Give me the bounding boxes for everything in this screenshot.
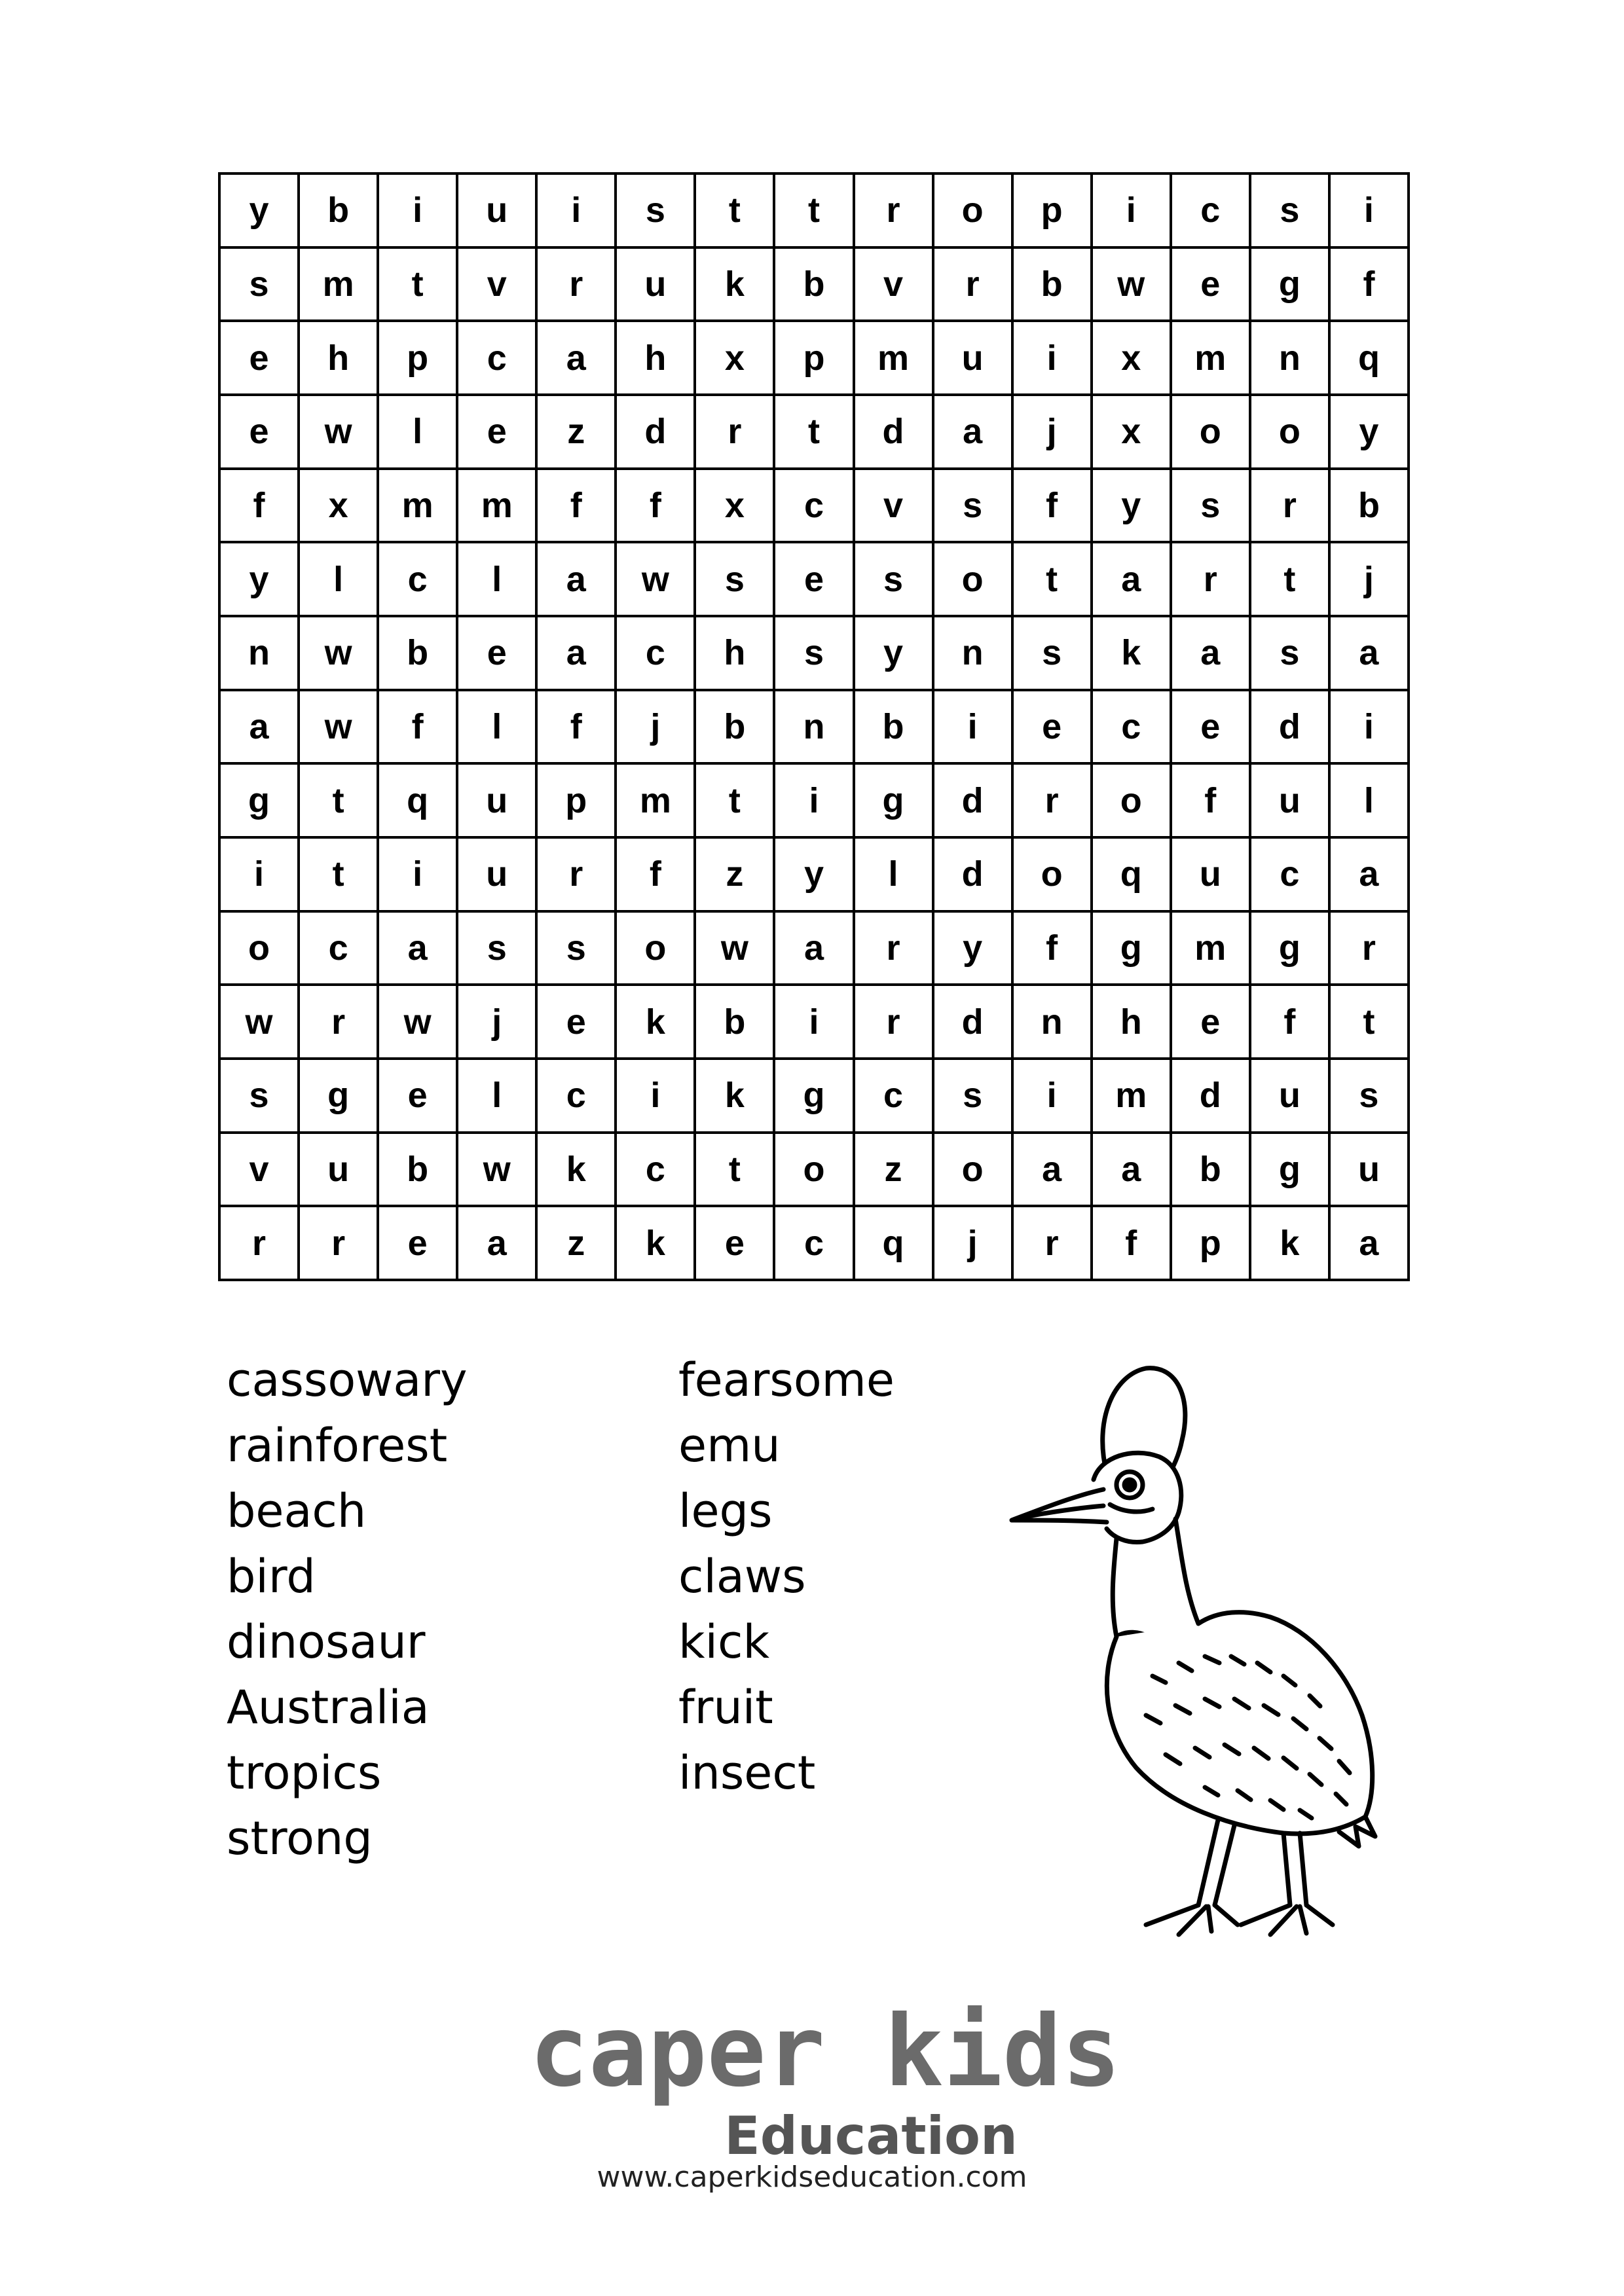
grid-cell: i bbox=[1012, 321, 1092, 395]
website-url: www.caperkidseducation.com bbox=[597, 2160, 1027, 2194]
grid-cell: c bbox=[299, 911, 378, 985]
grid-cell: w bbox=[299, 395, 378, 469]
grid-cell: t bbox=[1012, 542, 1092, 616]
grid-row bbox=[219, 321, 1409, 395]
grid-cell: s bbox=[1250, 616, 1329, 690]
grid-cell: z bbox=[695, 837, 774, 911]
grid-cell: r bbox=[854, 985, 933, 1059]
grid-cell: u bbox=[457, 837, 536, 911]
grid-cell: r bbox=[1329, 911, 1409, 985]
grid-cell: x bbox=[1092, 321, 1171, 395]
word-list-item: legs bbox=[678, 1484, 773, 1538]
grid-cell: n bbox=[933, 616, 1012, 690]
grid-cell: l bbox=[854, 837, 933, 911]
grid-cell: l bbox=[457, 690, 536, 764]
grid-cell: s bbox=[616, 173, 695, 247]
grid-cell: e bbox=[378, 1206, 457, 1280]
grid-cell: c bbox=[616, 1133, 695, 1207]
grid-cell: g bbox=[299, 1059, 378, 1133]
grid-cell: o bbox=[1092, 763, 1171, 837]
grid-cell: i bbox=[774, 985, 853, 1059]
grid-cell: f bbox=[219, 469, 299, 543]
grid-cell: t bbox=[695, 763, 774, 837]
grid-row bbox=[219, 469, 1409, 543]
grid-cell: b bbox=[695, 690, 774, 764]
grid-cell: m bbox=[1092, 1059, 1171, 1133]
grid-cell: m bbox=[299, 247, 378, 321]
grid-cell: k bbox=[616, 985, 695, 1059]
word-list-item: rainforest bbox=[227, 1419, 448, 1472]
grid-cell: n bbox=[219, 616, 299, 690]
caper-kids-logo bbox=[529, 1994, 1121, 2177]
grid-cell: i bbox=[219, 837, 299, 911]
grid-row bbox=[219, 911, 1409, 985]
grid-cell: k bbox=[695, 247, 774, 321]
grid-cell: a bbox=[219, 690, 299, 764]
grid-cell: t bbox=[774, 395, 853, 469]
grid-cell: c bbox=[457, 321, 536, 395]
grid-cell: p bbox=[1171, 1206, 1250, 1280]
word-list-item: strong bbox=[227, 1812, 373, 1865]
grid-cell: y bbox=[774, 837, 853, 911]
grid-cell: e bbox=[378, 1059, 457, 1133]
grid-cell: t bbox=[1329, 985, 1409, 1059]
grid-cell: g bbox=[1250, 911, 1329, 985]
grid-cell: u bbox=[457, 763, 536, 837]
word-list-item: insect bbox=[678, 1746, 816, 1800]
grid-cell: o bbox=[1171, 395, 1250, 469]
grid-cell: u bbox=[616, 247, 695, 321]
cassowary-illustration bbox=[982, 1349, 1441, 1951]
grid-cell: d bbox=[933, 985, 1012, 1059]
grid-cell: g bbox=[774, 1059, 853, 1133]
grid-cell: t bbox=[1250, 542, 1329, 616]
grid-cell: j bbox=[933, 1206, 1012, 1280]
grid-cell: w bbox=[378, 985, 457, 1059]
grid-cell: m bbox=[616, 763, 695, 837]
grid-cell: j bbox=[1329, 542, 1409, 616]
word-list-item: Australia bbox=[227, 1681, 430, 1734]
grid-cell: r bbox=[854, 911, 933, 985]
grid-cell: w bbox=[299, 616, 378, 690]
grid-cell: m bbox=[378, 469, 457, 543]
grid-cell: f bbox=[616, 837, 695, 911]
grid-cell: m bbox=[1171, 911, 1250, 985]
grid-cell: f bbox=[1012, 469, 1092, 543]
grid-cell: c bbox=[774, 1206, 853, 1280]
grid-cell: y bbox=[1092, 469, 1171, 543]
grid-cell: s bbox=[695, 542, 774, 616]
grid-cell: f bbox=[1171, 763, 1250, 837]
grid-row bbox=[219, 837, 1409, 911]
grid-row bbox=[219, 1059, 1409, 1133]
grid-cell: g bbox=[1250, 247, 1329, 321]
grid-cell: t bbox=[299, 763, 378, 837]
grid-cell: w bbox=[299, 690, 378, 764]
grid-cell: e bbox=[1012, 690, 1092, 764]
word-list-item: beach bbox=[227, 1484, 367, 1538]
grid-cell: e bbox=[1171, 247, 1250, 321]
grid-cell: b bbox=[854, 690, 933, 764]
grid-cell: f bbox=[1329, 247, 1409, 321]
grid-cell: d bbox=[1171, 1059, 1250, 1133]
grid-cell: m bbox=[1171, 321, 1250, 395]
grid-row bbox=[219, 173, 1409, 247]
grid-cell: x bbox=[695, 321, 774, 395]
grid-cell: y bbox=[854, 616, 933, 690]
grid-cell: t bbox=[695, 173, 774, 247]
grid-cell: a bbox=[536, 542, 616, 616]
grid-cell: k bbox=[616, 1206, 695, 1280]
grid-cell: a bbox=[1329, 1206, 1409, 1280]
grid-cell: c bbox=[1171, 173, 1250, 247]
grid-cell: d bbox=[616, 395, 695, 469]
grid-cell: m bbox=[854, 321, 933, 395]
grid-cell: k bbox=[695, 1059, 774, 1133]
grid-cell: e bbox=[1171, 690, 1250, 764]
word-list-left bbox=[227, 1347, 468, 1871]
grid-cell: i bbox=[378, 173, 457, 247]
grid-cell: r bbox=[299, 1206, 378, 1280]
grid-cell: f bbox=[616, 469, 695, 543]
grid-cell: f bbox=[1250, 985, 1329, 1059]
grid-row bbox=[219, 1133, 1409, 1207]
grid-cell: c bbox=[536, 1059, 616, 1133]
grid-cell: d bbox=[933, 763, 1012, 837]
grid-cell: s bbox=[774, 616, 853, 690]
grid-cell: e bbox=[1171, 985, 1250, 1059]
grid-cell: m bbox=[457, 469, 536, 543]
grid-cell: y bbox=[219, 173, 299, 247]
grid-cell: r bbox=[536, 247, 616, 321]
grid-cell: o bbox=[616, 911, 695, 985]
grid-cell: a bbox=[457, 1206, 536, 1280]
grid-cell: l bbox=[1329, 763, 1409, 837]
grid-cell: a bbox=[378, 911, 457, 985]
grid-cell: c bbox=[1092, 690, 1171, 764]
grid-cell: u bbox=[1250, 1059, 1329, 1133]
grid-cell: q bbox=[1092, 837, 1171, 911]
grid-cell: c bbox=[774, 469, 853, 543]
grid-cell: s bbox=[933, 469, 1012, 543]
grid-cell: k bbox=[1250, 1206, 1329, 1280]
grid-cell: z bbox=[536, 395, 616, 469]
grid-cell: s bbox=[219, 247, 299, 321]
grid-cell: r bbox=[695, 395, 774, 469]
grid-cell: l bbox=[378, 395, 457, 469]
grid-cell: l bbox=[299, 542, 378, 616]
grid-cell: g bbox=[1092, 911, 1171, 985]
grid-cell: i bbox=[1012, 1059, 1092, 1133]
grid-row bbox=[219, 1206, 1409, 1280]
grid-cell: r bbox=[1171, 542, 1250, 616]
grid-cell: s bbox=[933, 1059, 1012, 1133]
grid-cell: p bbox=[1012, 173, 1092, 247]
grid-cell: h bbox=[616, 321, 695, 395]
grid-cell: e bbox=[774, 542, 853, 616]
grid-cell: k bbox=[536, 1133, 616, 1207]
grid-cell: q bbox=[1329, 321, 1409, 395]
grid-cell: p bbox=[774, 321, 853, 395]
grid-cell: k bbox=[1092, 616, 1171, 690]
grid-cell: c bbox=[378, 542, 457, 616]
grid-cell: w bbox=[457, 1133, 536, 1207]
grid-cell: t bbox=[299, 837, 378, 911]
grid-cell: w bbox=[219, 985, 299, 1059]
grid-cell: o bbox=[774, 1133, 853, 1207]
grid-cell: a bbox=[1329, 837, 1409, 911]
grid-cell: q bbox=[378, 763, 457, 837]
grid-cell: s bbox=[1250, 173, 1329, 247]
grid-cell: z bbox=[536, 1206, 616, 1280]
grid-cell: b bbox=[1329, 469, 1409, 543]
word-list-item: tropics bbox=[227, 1746, 382, 1800]
grid-cell: b bbox=[299, 173, 378, 247]
word-list-item: emu bbox=[678, 1419, 781, 1472]
grid-cell: c bbox=[616, 616, 695, 690]
grid-cell: p bbox=[536, 763, 616, 837]
grid-cell: b bbox=[378, 1133, 457, 1207]
grid-cell: u bbox=[933, 321, 1012, 395]
grid-cell: r bbox=[536, 837, 616, 911]
grid-cell: i bbox=[1329, 690, 1409, 764]
grid-cell: s bbox=[457, 911, 536, 985]
grid-cell: f bbox=[378, 690, 457, 764]
grid-cell: e bbox=[219, 395, 299, 469]
grid-cell: r bbox=[933, 247, 1012, 321]
grid-cell: j bbox=[616, 690, 695, 764]
grid-cell: l bbox=[457, 1059, 536, 1133]
grid-cell: i bbox=[536, 173, 616, 247]
grid-cell: a bbox=[933, 395, 1012, 469]
grid-cell: o bbox=[1250, 395, 1329, 469]
grid-cell: b bbox=[378, 616, 457, 690]
grid-cell: b bbox=[695, 985, 774, 1059]
grid-cell: c bbox=[854, 1059, 933, 1133]
grid-cell: a bbox=[1092, 542, 1171, 616]
grid-cell: a bbox=[1012, 1133, 1092, 1207]
grid-cell: w bbox=[695, 911, 774, 985]
grid-cell: o bbox=[933, 173, 1012, 247]
grid-cell: n bbox=[1012, 985, 1092, 1059]
word-list-item: kick bbox=[678, 1615, 770, 1669]
grid-cell: i bbox=[378, 837, 457, 911]
grid-cell: d bbox=[854, 395, 933, 469]
grid-cell: d bbox=[1250, 690, 1329, 764]
grid-cell: b bbox=[774, 247, 853, 321]
grid-cell: e bbox=[695, 1206, 774, 1280]
grid-cell: f bbox=[1012, 911, 1092, 985]
grid-cell: b bbox=[1012, 247, 1092, 321]
grid-cell: t bbox=[774, 173, 853, 247]
grid-cell: l bbox=[457, 542, 536, 616]
grid-cell: r bbox=[854, 173, 933, 247]
grid-cell: x bbox=[1092, 395, 1171, 469]
grid-cell: r bbox=[1012, 763, 1092, 837]
word-list-item: fruit bbox=[678, 1681, 773, 1734]
grid-cell: g bbox=[219, 763, 299, 837]
grid-cell: y bbox=[933, 911, 1012, 985]
grid-cell: s bbox=[854, 542, 933, 616]
grid-cell: p bbox=[378, 321, 457, 395]
grid-cell: a bbox=[774, 911, 853, 985]
grid-cell: a bbox=[536, 616, 616, 690]
grid-cell: g bbox=[854, 763, 933, 837]
grid-cell: e bbox=[457, 616, 536, 690]
logo-title: caper kids bbox=[529, 1995, 1121, 2109]
grid-cell: s bbox=[1329, 1059, 1409, 1133]
grid-cell: t bbox=[378, 247, 457, 321]
grid-cell: a bbox=[536, 321, 616, 395]
grid-row bbox=[219, 616, 1409, 690]
word-list-item: claws bbox=[678, 1550, 806, 1603]
grid-cell: w bbox=[616, 542, 695, 616]
grid-cell: h bbox=[299, 321, 378, 395]
word-list-item: bird bbox=[227, 1550, 316, 1603]
grid-cell: h bbox=[1092, 985, 1171, 1059]
grid-cell: o bbox=[933, 1133, 1012, 1207]
grid-cell: i bbox=[1092, 173, 1171, 247]
grid-cell: g bbox=[1250, 1133, 1329, 1207]
word-list-item: dinosaur bbox=[227, 1615, 426, 1669]
grid-cell: s bbox=[536, 911, 616, 985]
grid-cell: u bbox=[1250, 763, 1329, 837]
grid-cell: v bbox=[854, 247, 933, 321]
grid-cell: h bbox=[695, 616, 774, 690]
word-list-item: cassowary bbox=[227, 1353, 468, 1407]
grid-cell: d bbox=[933, 837, 1012, 911]
grid-cell: z bbox=[854, 1133, 933, 1207]
grid-cell: e bbox=[536, 985, 616, 1059]
grid-row bbox=[219, 395, 1409, 469]
grid-cell: c bbox=[1250, 837, 1329, 911]
grid-cell: s bbox=[1012, 616, 1092, 690]
logo-subtitle: Education bbox=[724, 2105, 1018, 2166]
grid-cell: v bbox=[457, 247, 536, 321]
grid-row bbox=[219, 542, 1409, 616]
grid-cell: u bbox=[1329, 1133, 1409, 1207]
grid-cell: n bbox=[1250, 321, 1329, 395]
grid-cell: e bbox=[219, 321, 299, 395]
grid-cell: r bbox=[1250, 469, 1329, 543]
grid-row bbox=[219, 763, 1409, 837]
grid-cell: u bbox=[1171, 837, 1250, 911]
grid-cell: x bbox=[695, 469, 774, 543]
grid-cell: u bbox=[457, 173, 536, 247]
grid-cell: o bbox=[219, 911, 299, 985]
grid-cell: u bbox=[299, 1133, 378, 1207]
grid-cell: x bbox=[299, 469, 378, 543]
grid-cell: s bbox=[219, 1059, 299, 1133]
grid-row bbox=[219, 247, 1409, 321]
grid-row bbox=[219, 985, 1409, 1059]
grid-cell: a bbox=[1092, 1133, 1171, 1207]
grid-cell: y bbox=[219, 542, 299, 616]
grid-cell: s bbox=[1171, 469, 1250, 543]
grid-cell: f bbox=[1092, 1206, 1171, 1280]
grid-cell: v bbox=[854, 469, 933, 543]
grid-cell: r bbox=[1012, 1206, 1092, 1280]
grid-row bbox=[219, 690, 1409, 764]
word-list-right bbox=[678, 1347, 895, 1806]
grid-cell: n bbox=[774, 690, 853, 764]
grid-cell: y bbox=[1329, 395, 1409, 469]
grid-cell: q bbox=[854, 1206, 933, 1280]
word-list-item: fearsome bbox=[678, 1353, 895, 1407]
grid-cell: o bbox=[933, 542, 1012, 616]
grid-cell: i bbox=[1329, 173, 1409, 247]
grid-cell: i bbox=[616, 1059, 695, 1133]
grid-cell: f bbox=[536, 690, 616, 764]
grid-cell: j bbox=[1012, 395, 1092, 469]
grid-cell: a bbox=[1171, 616, 1250, 690]
grid-cell: b bbox=[1171, 1133, 1250, 1207]
grid-cell: t bbox=[695, 1133, 774, 1207]
grid-cell: r bbox=[219, 1206, 299, 1280]
grid-cell: a bbox=[1329, 616, 1409, 690]
grid-cell: w bbox=[1092, 247, 1171, 321]
grid-cell: r bbox=[299, 985, 378, 1059]
grid-cell: i bbox=[774, 763, 853, 837]
grid-cell: i bbox=[933, 690, 1012, 764]
grid-cell: f bbox=[536, 469, 616, 543]
word-search-grid bbox=[218, 172, 1410, 1281]
grid-cell: o bbox=[1012, 837, 1092, 911]
grid-cell: j bbox=[457, 985, 536, 1059]
grid-cell: v bbox=[219, 1133, 299, 1207]
grid-cell: e bbox=[457, 395, 536, 469]
